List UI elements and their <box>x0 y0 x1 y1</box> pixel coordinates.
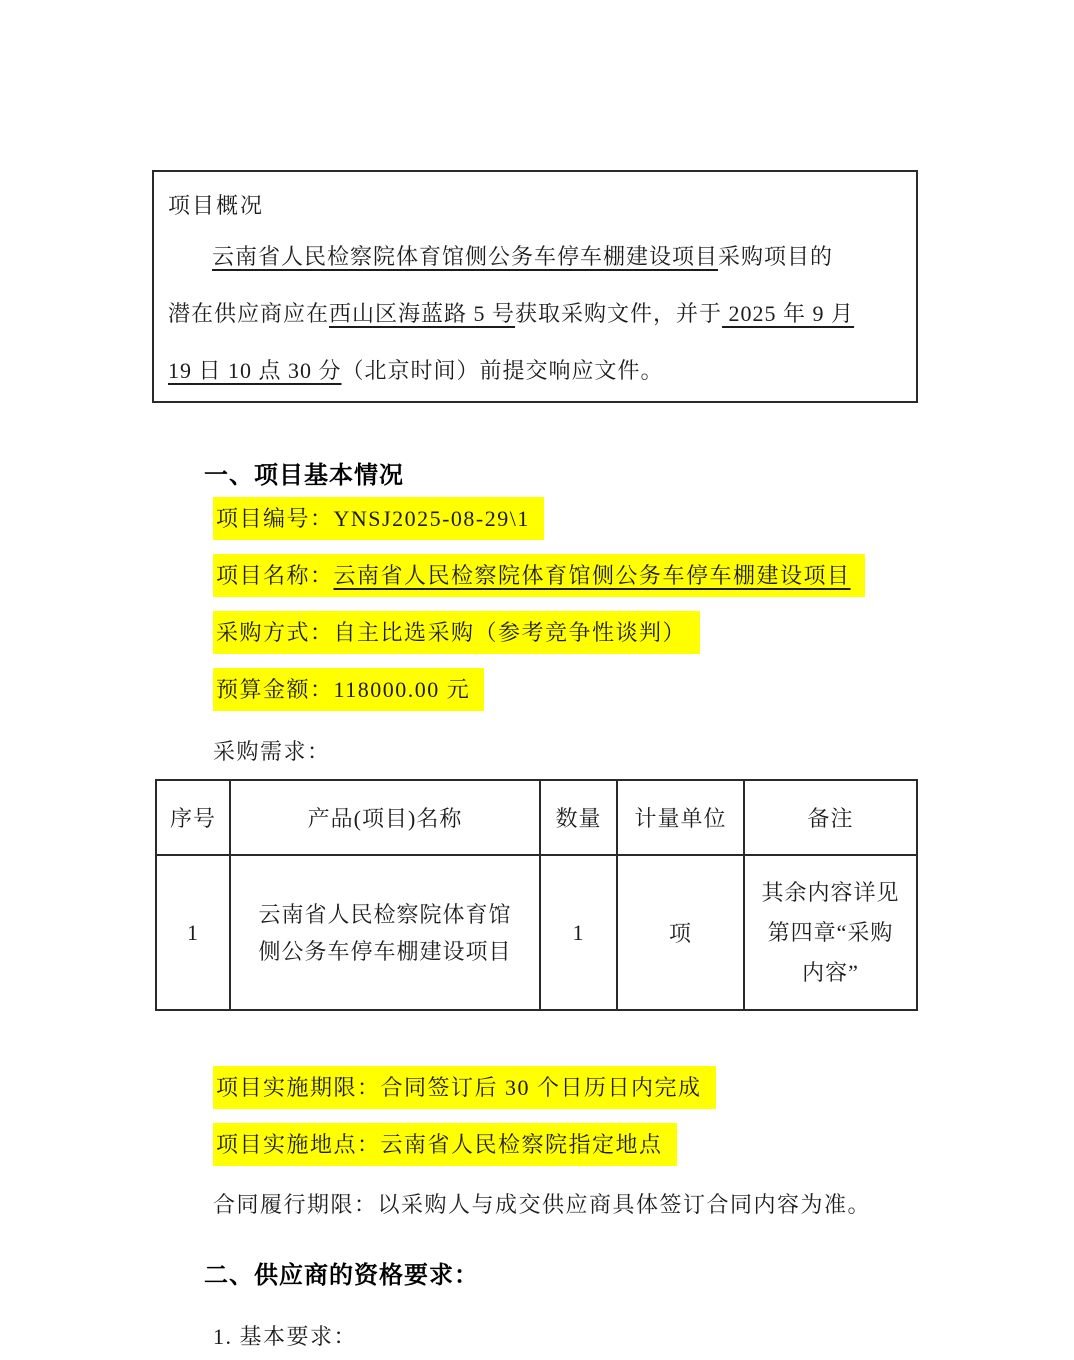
impl-place-line <box>213 1123 677 1166</box>
impl-period-highlight: 项目实施期限：合同签订后 30 个日历日内完成 <box>213 1066 716 1109</box>
cell-note: 其余内容详见第四章“采购内容” <box>744 855 917 1010</box>
time-underlined: 19 日 10 点 30 分 <box>168 358 342 383</box>
overview-paragraph-line-3: 19 日 10 点 30 分（北京时间）前提交响应文件。 <box>168 358 664 383</box>
header-name: 产品(项目)名称 <box>230 780 540 855</box>
budget-highlight: 预算金额：118000.00 元 <box>213 668 484 711</box>
table-row <box>156 855 917 1010</box>
project-name-value: 云南省人民检察院体育馆侧公务车停车棚建设项目 <box>333 563 851 588</box>
procurement-method-highlight: 采购方式：自主比选采购（参考竞争性谈判） <box>213 611 700 654</box>
cell-seq: 1 <box>156 855 230 1010</box>
project-number-highlight: 项目编号：YNSJ2025-08-29\1 <box>213 497 544 540</box>
project-name-underlined: 云南省人民检察院体育馆侧公务车停车棚建设项目 <box>212 244 719 269</box>
budget-value: 118000.00 元 <box>333 677 471 702</box>
impl-period-value: 合同签订后 30 个日历日内完成 <box>380 1075 702 1100</box>
impl-place-highlight: 项目实施地点：云南省人民检察院指定地点 <box>213 1123 677 1166</box>
cell-qty: 1 <box>540 855 617 1010</box>
table-header-row <box>156 780 917 855</box>
overview-paragraph-line-2: 潜在供应商应在西山区海蓝路 5 号获取采购文件，并于 2025 年 9 月 <box>168 301 855 326</box>
date-underlined: 2025 年 9 月 <box>722 301 855 326</box>
address-underlined: 西山区海蓝路 5 号 <box>329 301 516 326</box>
project-overview-box <box>152 170 918 403</box>
overview-title: 项目概况 <box>168 193 265 218</box>
overview-paragraph-line-1: 云南省人民检察院体育馆侧公务车停车棚建设项目采购项目的 <box>212 244 834 269</box>
procurement-table <box>155 779 918 1011</box>
cell-name: 云南省人民检察院体育馆侧公务车停车棚建设项目 <box>230 855 540 1010</box>
project-name-line <box>213 554 865 597</box>
basic-requirement-line: 1. 基本要求： <box>213 1324 358 1349</box>
demand-label: 采购需求： <box>213 739 331 764</box>
header-unit: 计量单位 <box>617 780 744 855</box>
section1-heading: 一、项目基本情况 <box>204 462 404 489</box>
project-number-line <box>213 497 544 540</box>
section2-heading: 二、供应商的资格要求： <box>204 1262 479 1289</box>
header-note: 备注 <box>744 780 917 855</box>
procurement-method-line <box>213 611 700 654</box>
procurement-method-value: 自主比选采购（参考竞争性谈判） <box>333 620 687 645</box>
header-qty: 数量 <box>540 780 617 855</box>
impl-period-line <box>213 1066 716 1109</box>
contract-term-line: 合同履行期限：以采购人与成交供应商具体签订合同内容为准。 <box>213 1192 872 1217</box>
cell-unit: 项 <box>617 855 744 1010</box>
impl-place-value: 云南省人民检察院指定地点 <box>380 1132 663 1157</box>
header-seq: 序号 <box>156 780 230 855</box>
project-name-highlight: 项目名称：云南省人民检察院体育馆侧公务车停车棚建设项目 <box>213 554 865 597</box>
project-number-value: YNSJ2025-08-29\1 <box>333 506 530 531</box>
budget-line <box>213 668 484 711</box>
